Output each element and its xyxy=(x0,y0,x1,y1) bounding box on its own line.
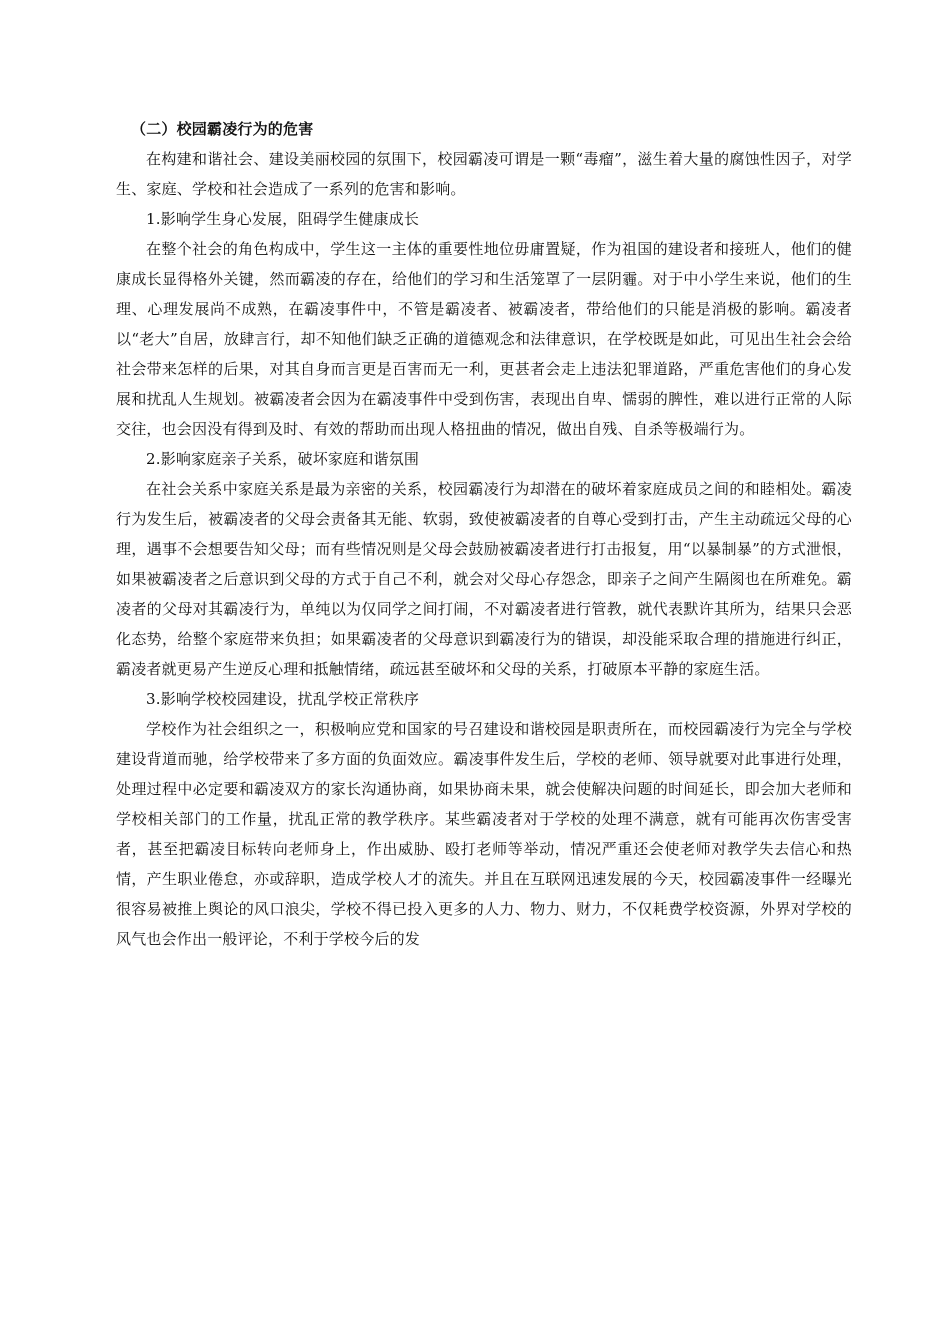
subsection-title-2: 2.影响家庭亲子关系，破坏家庭和谐氛围 xyxy=(146,450,420,468)
document-page xyxy=(116,114,852,954)
intro-paragraph: 在构建和谐社会、建设美丽校园的氛围下，校园霸凌可谓是一颗“毒瘤”，滋生着大量的腐蚀性因子，对学生、家庭、学校和社会造成了一系列的危害和影响。 xyxy=(116,150,852,198)
subsection-title-1: 1.影响学生身心发展，阻碍学生健康成长 xyxy=(146,210,420,228)
subsection-body-2: 在社会关系中家庭关系是最为亲密的关系，校园霸凌行为却潜在的破坏着家庭成员之间的和睦相处。霸凌行为发生后，被霸凌者的父母会责备其无能、软弱，致使被霸凌者的自尊心受到打击，产生主动疏远父母的心理，遇事不会想要告知父母；而有些情况则是父母会鼓励被霸凌者进行打击报复，用“以暴制暴”的方式泄恨，如果被霸凌者之后意识到父母的方式于自己不利，就会对父母心存怨念，即亲子之间产生隔阂也在所难免。霸凌者的父母对其霸凌行为，单纯以为仅同学之间打闹，不对霸凌者进行管教，就代表默许其所为，结果只会恶化态势，给整个家庭带来负担；如果霸凌者的父母意识到霸凌行为的错误，却没能采取合理的措施进行纠正，霸凌者就更易产生逆反心理和抵触情绪，疏远甚至破坏和父母的关系，打破原本平静的家庭生活。 xyxy=(116,480,852,678)
subsection-body-1: 在整个社会的角色构成中，学生这一主体的重要性地位毋庸置疑，作为祖国的建设者和接班人，他们的健康成长显得格外关键，然而霸凌的存在，给他们的学习和生活笼罩了一层阴霾。对于中小学生来说，他们的生理、心理发展尚不成熟，在霸凌事件中，不管是霸凌者、被霸凌者，带给他们的只能是消极的影响。霸凌者以“老大”自居，放肆言行，却不知他们缺乏正确的道德观念和法律意识，在学校既是如此，可见出生社会会给社会带来怎样的后果，对其自身而言更是百害而无一利，更甚者会走上违法犯罪道路，严重危害他们的身心发展和扰乱人生规划。被霸凌者会因为在霸凌事件中受到伤害，表现出自卑、懦弱的脾性，难以进行正常的人际交往，也会因没有得到及时、有效的帮助而出现人格扭曲的情况，做出自残、自杀等极端行为。 xyxy=(116,240,852,438)
subsection-body-3: 学校作为社会组织之一，积极响应党和国家的号召建设和谐校园是职责所在，而校园霸凌行为完全与学校建设背道而驰，给学校带来了多方面的负面效应。霸凌事件发生后，学校的老师、领导就要对此事进行处理，处理过程中必定要和霸凌双方的家长沟通协商，如果协商未果，就会使解决问题的时间延长，即会加大老师和学校相关部门的工作量，扰乱正常的教学秩序。某些霸凌者对于学校的处理不满意，就有可能再次伤害受害者，甚至把霸凌目标转向老师身上，作出威胁、殴打老师等举动，情况严重还会使老师对教学失去信心和热情，产生职业倦怠，亦或辞职，造成学校人才的流失。并且在互联网迅速发展的今天，校园霸凌事件一经曝光很容易被推上舆论的风口浪尖，学校不得已投入更多的人力、物力、财力，不仅耗费学校资源，外界对学校的风气也会作出一般评论，不利于学校今后的发 xyxy=(116,720,852,948)
section-heading: （二）校园霸凌行为的危害 xyxy=(131,120,314,138)
subsection-title-3: 3.影响学校校园建设，扰乱学校正常秩序 xyxy=(146,690,420,708)
